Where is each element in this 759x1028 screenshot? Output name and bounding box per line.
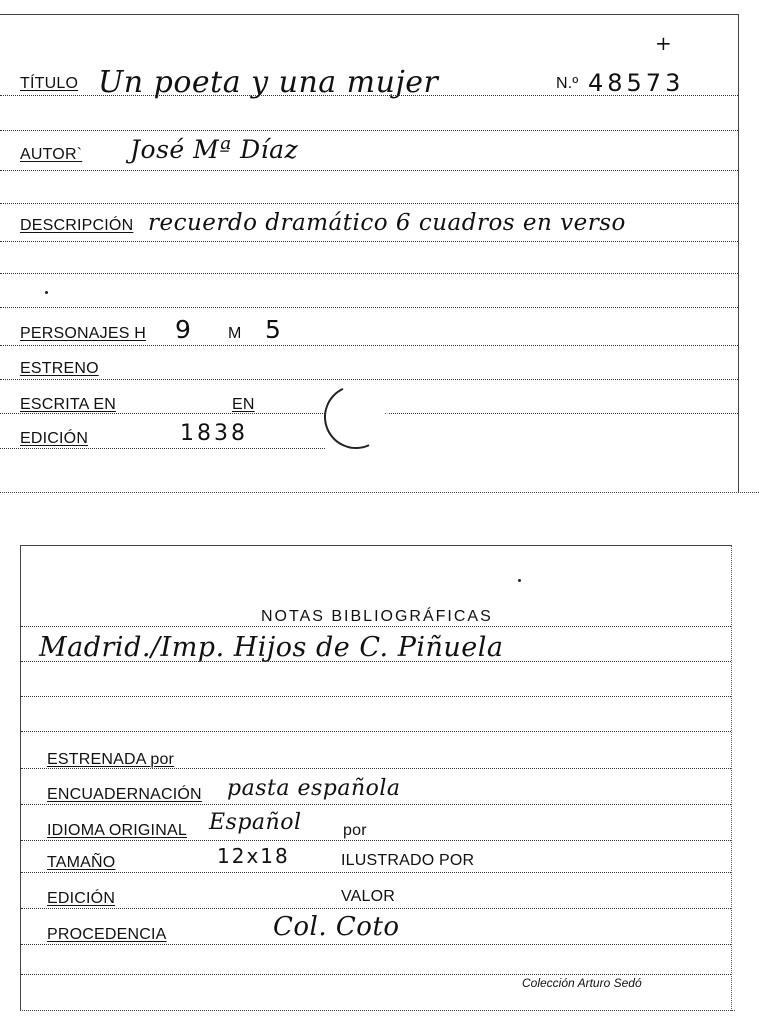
notas-title: NOTAS BIBLIOGRÁFICAS bbox=[261, 608, 493, 625]
idioma-label: IDIOMA ORIGINAL bbox=[47, 822, 187, 839]
rule-autor bbox=[0, 170, 738, 171]
catalog-card-bottom bbox=[20, 545, 732, 1011]
notas-value: Madrid./Imp. Hijos de C. Piñuela bbox=[39, 632, 504, 663]
rule-notas-3 bbox=[21, 731, 731, 732]
encuadernacion-label: ENCUADERNACIÓN bbox=[47, 786, 202, 803]
rule-procedencia bbox=[21, 944, 731, 945]
personajes-h-value: 9 bbox=[175, 315, 192, 344]
rule-descripcion bbox=[0, 241, 738, 242]
rule-4 bbox=[0, 307, 738, 308]
edicion-value: 1838 bbox=[180, 421, 248, 446]
encuadernacion-value: pasta española bbox=[227, 776, 401, 801]
titulo-label: TÍTULO bbox=[20, 75, 79, 92]
personajes-label: PERSONAJES H bbox=[20, 325, 146, 342]
rule-edicion bbox=[0, 448, 325, 449]
coleccion-stamp: Colección Arturo Sedó bbox=[522, 976, 642, 990]
rule-notas-1 bbox=[21, 661, 731, 662]
estreno-label: ESTRENO bbox=[20, 360, 99, 377]
numero-value: 48573 bbox=[588, 69, 685, 97]
bottom-edge bbox=[20, 1010, 735, 1011]
rule-escrita-left bbox=[0, 413, 325, 414]
rule-1 bbox=[0, 130, 738, 131]
rule-2 bbox=[0, 203, 738, 204]
rule-encuadernacion bbox=[21, 804, 731, 805]
personajes-m-value: 5 bbox=[265, 315, 282, 344]
rule-escrita-right bbox=[385, 413, 738, 414]
cross-mark: + bbox=[655, 31, 673, 55]
rule-estreno bbox=[0, 379, 738, 380]
rule-notas-2 bbox=[21, 696, 731, 697]
autor-value: José Mª Díaz bbox=[130, 135, 299, 164]
procedencia-label: PROCEDENCIA bbox=[47, 926, 167, 943]
titulo-value: Un poeta y una mujer bbox=[98, 65, 439, 100]
descripcion-value: recuerdo dramático 6 cuadros en verso bbox=[148, 210, 626, 236]
numero-label: N.º bbox=[556, 75, 579, 92]
en-label: EN bbox=[232, 396, 255, 413]
rule-idioma bbox=[21, 840, 731, 841]
procedencia-value: Col. Coto bbox=[273, 912, 400, 942]
descripcion-label: DESCRIPCIÓN bbox=[20, 217, 134, 234]
personajes-m-label: M bbox=[228, 325, 242, 342]
rule-last bbox=[21, 974, 731, 975]
escrita-label: ESCRITA EN bbox=[20, 396, 116, 413]
autor-label: AUTOR` bbox=[20, 146, 83, 163]
valor-label: VALOR bbox=[341, 888, 396, 905]
speck bbox=[518, 579, 521, 582]
edicion-label-bottom: EDICIÓN bbox=[47, 890, 116, 907]
rule-3 bbox=[0, 273, 738, 274]
tamano-value: 12x18 bbox=[217, 844, 290, 868]
edicion-label: EDICIÓN bbox=[20, 430, 89, 447]
ilustrado-label: ILUSTRADO POR bbox=[341, 852, 475, 869]
speck bbox=[45, 291, 48, 294]
rule-titulo bbox=[0, 95, 738, 96]
catalog-card-top bbox=[0, 14, 739, 493]
tamano-label: TAMAÑO bbox=[47, 854, 116, 871]
estrenada-label: ESTRENADA por bbox=[47, 751, 175, 768]
rule-tamano bbox=[21, 872, 731, 873]
idioma-value: Español bbox=[209, 810, 302, 835]
rule-personajes bbox=[0, 345, 738, 346]
rule-estrenada bbox=[21, 768, 731, 769]
rule-edicion-bottom bbox=[21, 908, 731, 909]
rule-notas-0 bbox=[21, 626, 731, 627]
por-label: por bbox=[343, 822, 367, 839]
punch-hole bbox=[315, 376, 397, 458]
card-separator bbox=[0, 492, 759, 493]
